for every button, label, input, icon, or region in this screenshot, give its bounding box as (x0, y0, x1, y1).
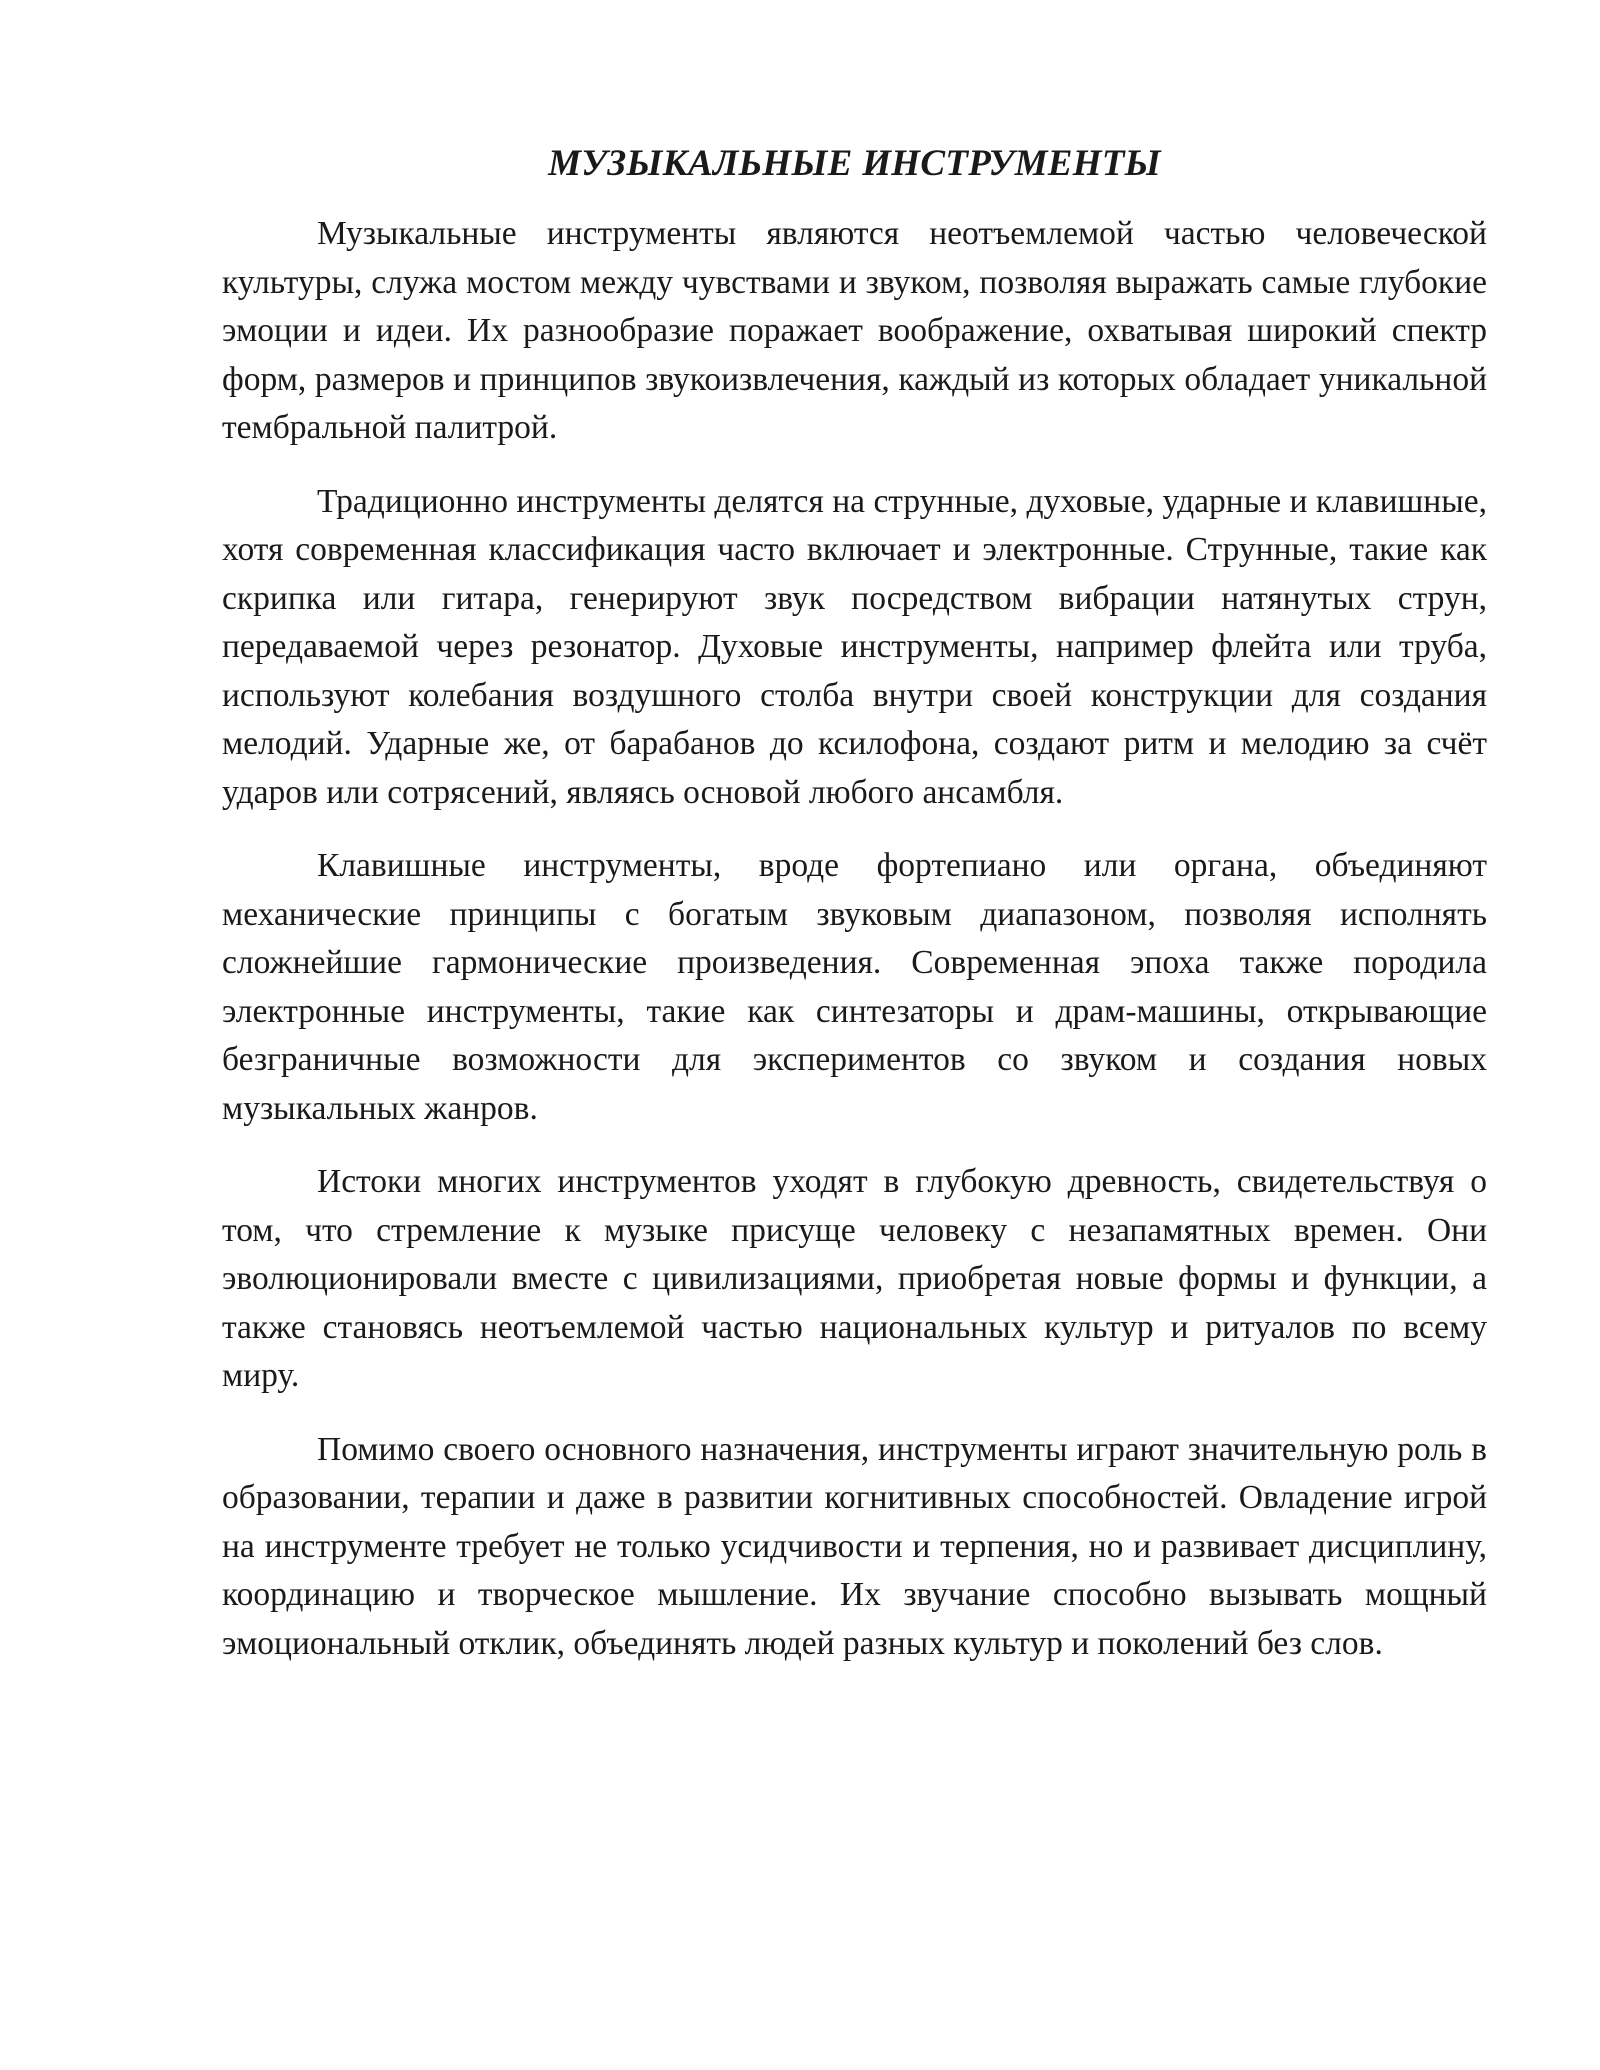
document-body (222, 140, 1487, 1693)
paragraph-3: Клавишные инструменты, вроде фортепиано или органа, объединяют механические принципы с богатым звуковым диапазоном, позволяя исполнять сложнейшие гармонические произведения. Современная эпоха также породила электронные инструменты, такие как синтезаторы и драм-машины, открывающие безграничные возможности для экспериментов со звуком и создания новых музыкальных жанров. (222, 847, 1487, 1127)
paragraph-2: Традиционно инструменты делятся на струнные, духовые, ударные и клавишные, хотя современная классификация часто включает и электронные. Струнные, такие как скрипка или гитара, генерируют звук посредством вибрации натянутых струн, передаваемой через резонатор. Духовые инструменты, например флейта или труба, используют колебания воздушного столба внутри своей конструкции для создания мелодий. Ударные же, от барабанов до ксилофона, создают ритм и мелодию за счёт ударов или сотрясений, являясь основой любого ансамбля. (222, 482, 1487, 811)
paragraph-4: Истоки многих инструментов уходят в глубокую древность, свидетельствуя о том, что стремление к музыке присуще человеку с незапамятных времен. Они эволюционировали вместе с цивилизациями, приобретая новые формы и функции, а также становясь неотъемлемой частью национальных культур и ритуалов по всему миру. (222, 1163, 1487, 1394)
document-title: МУЗЫКАЛЬНЫЕ ИНСТРУМЕНТЫ (548, 143, 1161, 184)
paragraph-1: Музыкальные инструменты являются неотъемлемой частью человеческой культуры, служа мостом между чувствами и звуком, позволяя выражать самые глубокие эмоции и идеи. Их разнообразие поражает воображение, охватывая широкий спектр форм, размеров и принципов звукоизвлечения, каждый из которых обладает уникальной тембральной палитрой. (222, 215, 1487, 446)
paragraph-5: Помимо своего основного назначения, инструменты играют значительную роль в образовании, терапии и даже в развитии когнитивных способностей. Овладение игрой на инструменте требует не только усидчивости и терпения, но и развивает дисциплину, координацию и творческое мышление. Их звучание способно вызывать мощный эмоциональный отклик, объединять людей разных культур и поколений без слов. (222, 1430, 1487, 1662)
